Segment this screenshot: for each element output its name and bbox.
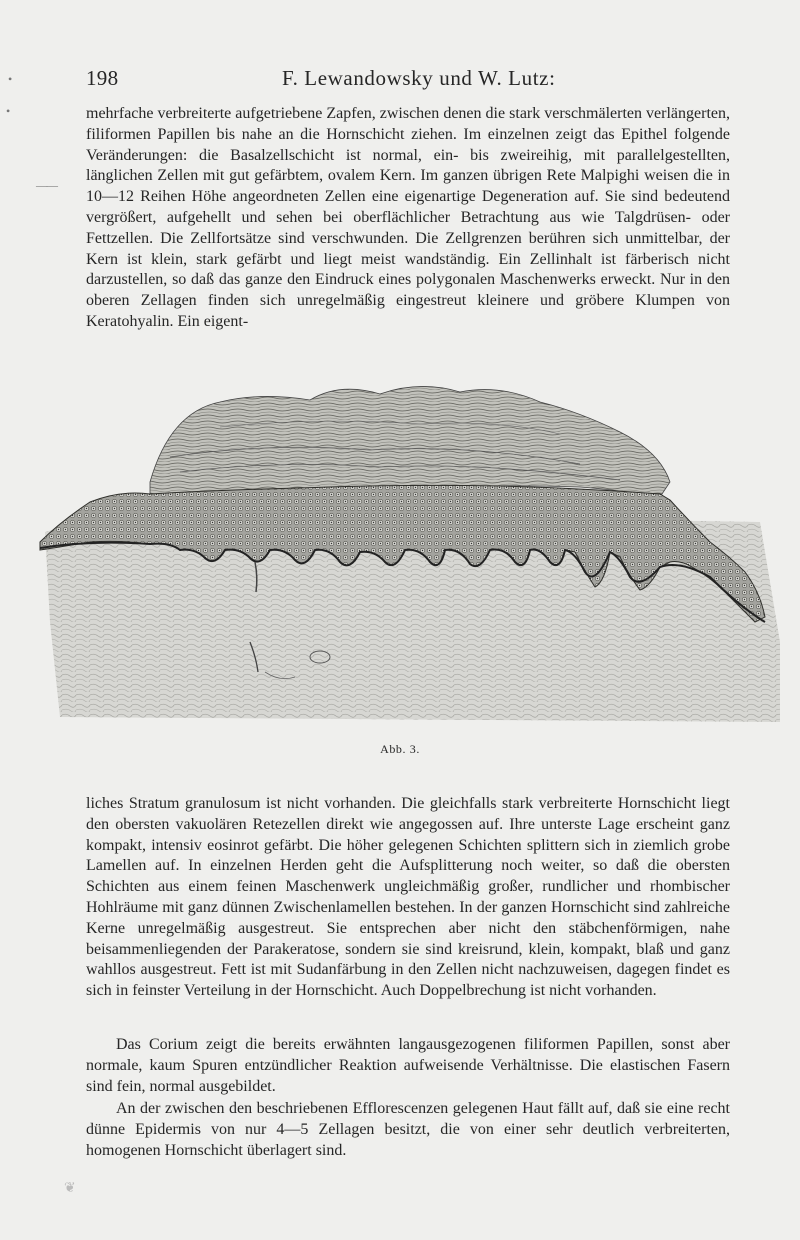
histology-illustration	[20, 372, 800, 722]
figure-caption: Abb. 3.	[380, 742, 420, 756]
histology-figure	[20, 372, 800, 722]
margin-dot: •	[8, 72, 13, 86]
margin-dot: •	[6, 104, 11, 118]
margin-pencil-mark: ——	[36, 178, 56, 192]
page-header	[86, 66, 736, 96]
faded-stamp: ❦	[64, 1181, 76, 1196]
paragraph-4: An der zwischen den beschriebenen Efflorescenzen gelegenen Haut fällt auf, daß sie eine recht dünne Epidermis von nur 4—5 Zellagen besitzt, die von einer sehr deutlich verbreiterten, homogenen Hornschicht überlagert sind.	[86, 1100, 730, 1159]
paragraph-1: mehrfache verbreiterte aufgetriebene Zapfen, zwischen denen die stark verschmälerten verlängerten, filiformen Papillen bis nahe an die Hornschicht ziehen. Im einzelnen zeigt das Epithel folgende Veränderungen: die Basalzellschicht ist normal, ein- bis zweireihig, mit parallelgestellten, länglichen Zellen mit gut gefärbtem, ovalem Kern. Im ganzen übrigen Rete Malpighi weisen die in 10—12 Reihen Höhe angeordneten Zellen eine eigenartige Degeneration auf. Sie sind bedeutend vergrößert, aufgehellt und sehen bei oberflächlicher Betrachtung aus wie Talgdrüsen- oder Fettzellen. Die Zellfortsätze sind verschwunden. Die Zellgrenzen berühren sich unmittelbar, der Kern ist klein, stark gefärbt und liegt meist wandständig. Ein Zellinhalt ist färberisch nicht darzustellen, so daß das ganze den Eindruck eines polygonalen Maschenwerks erweckt. Nur in den oberen Zellagen finden sich unregelmäßig eingestreut kleinere und gröbere Klumpen von Keratohyalin. Ein eigent-	[86, 105, 730, 330]
paragraph-2: liches Stratum granulosum ist nicht vorhanden. Die gleichfalls stark verbreiterte Hornschicht liegt den obersten vakuolären Retezellen direkt wie angegossen auf. Ihre unterste Lage erscheint ganz kompakt, intensiv eosinrot gefärbt. Die höher gelegenen Schichten splittern sich in ziemlich grobe Lamellen auf. In einzelnen Herden geht die Aufsplitterung noch weiter, so daß die obersten Schichten aus einem feinen Maschenwerk ungleichmäßig großer, rundlicher und rhombischer Hohlräume mit ganz dünnen Zwischenlamellen bestehen. In der ganzen Hornschicht sind zahlreiche Kerne unregelmäßig ausgestreut. Sie entsprechen aber nicht den stäbchenförmigen, nahe beisammenliegenden der Parakeratose, sondern sie sind kreisrund, klein, kompakt, blaß und ganz wahllos ausgestreut. Fett ist mit Sudanfärbung in den Zellen nicht nachzuweisen, dagegen findet es sich in feinster Verteilung in der Hornschicht. Auch Doppelbrechung ist nicht vorhanden.	[86, 795, 730, 1000]
paragraph-3: Das Corium zeigt die bereits erwähnten langausgezogenen filiformen Papillen, sonst aber normale, kaum Spuren entzündlicher Reaktion aufweisende Verhältnisse. Die elastischen Fasern sind fein, normal ausgebildet.	[86, 1036, 730, 1095]
page-number: 198	[86, 66, 119, 90]
running-head: F. Lewandowsky und W. Lutz:	[282, 66, 556, 90]
